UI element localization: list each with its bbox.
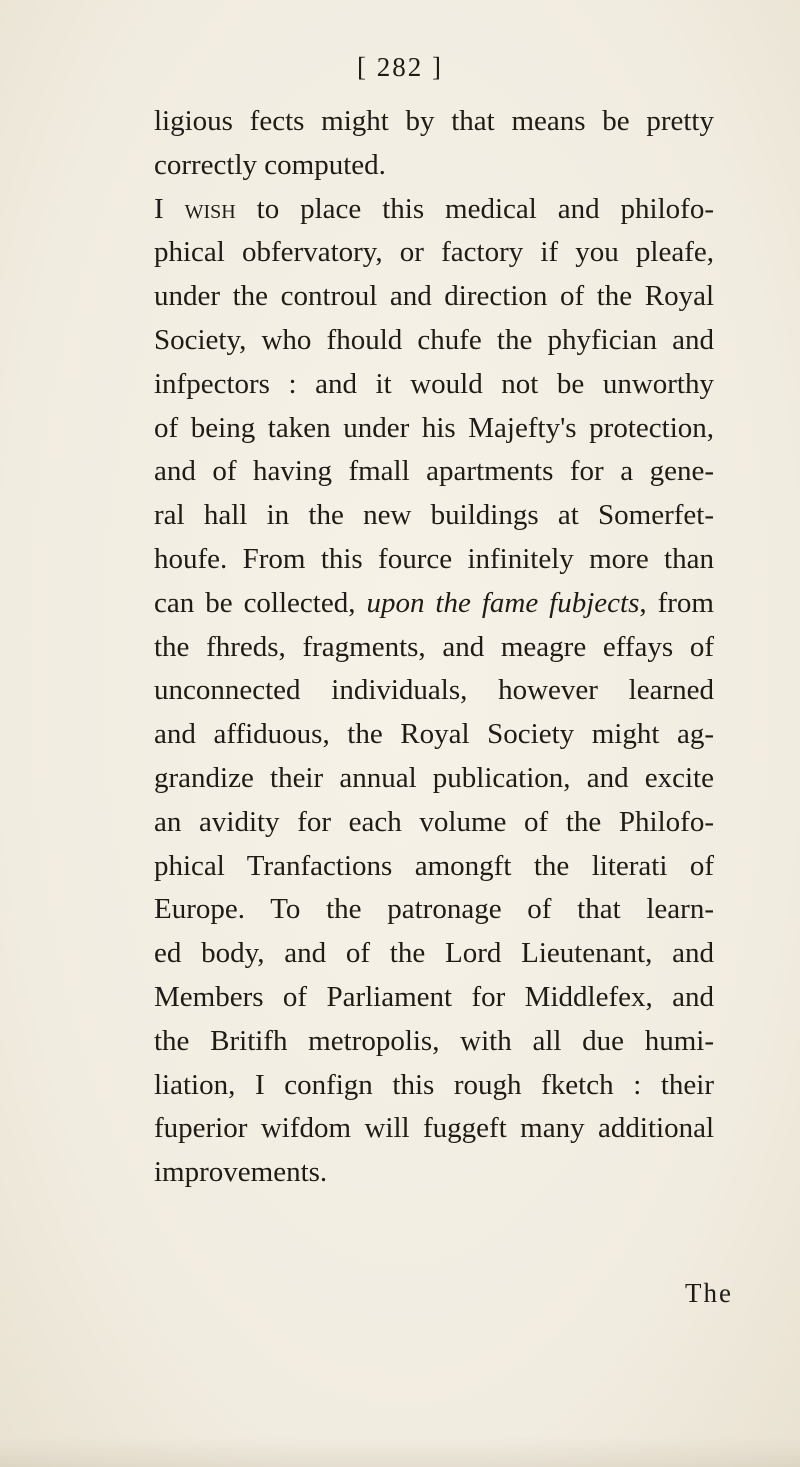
text-line: the fhreds, fragments, and meagre effays of: [154, 630, 714, 663]
catchword: The: [685, 1278, 733, 1308]
text-line: the Britifh metropolis, with all due humi-: [154, 1024, 714, 1057]
text-line: Members of Parliament for Middlefex, and: [154, 980, 714, 1013]
body-text: [154, 100, 714, 1195]
text-line: ed body, and of the Lord Lieutenant, and: [154, 937, 714, 970]
text-line: grandize their annual publication, and excite: [154, 761, 714, 794]
text-line: ral hall in the new buildings at Somerfet-: [154, 499, 714, 532]
text-line: infpectors : and it would not be unworthy: [154, 367, 714, 400]
text-line: Europe. To the patronage of that learn-: [154, 893, 714, 926]
text-line: can be collected, upon the fame fubjects, from: [154, 586, 714, 619]
page-number-header: [ 282 ]: [357, 52, 443, 82]
text-line: houfe. From this fource infinitely more than: [154, 542, 714, 575]
text-line: and of having fmall apartments for a gene-: [154, 455, 714, 488]
text-line: phical Tranfactions amongft the literati of: [154, 849, 714, 882]
text-line: improvements.: [154, 1156, 328, 1189]
text-line: of being taken under his Majefty's protection,: [154, 411, 714, 444]
text-line: Society, who fhould chufe the phyfician and: [154, 323, 714, 356]
text-line: I wish to place this medical and philofo-: [154, 192, 714, 225]
text-line: an avidity for each volume of the Philofo-: [154, 805, 714, 838]
text-line: liation, I confign this rough fketch : their: [154, 1068, 714, 1101]
text-line: under the controul and direction of the Royal: [154, 280, 714, 313]
page-edge-shadow: [0, 1437, 800, 1467]
text-line: and affiduous, the Royal Society might ag-: [154, 718, 714, 751]
text-line: fuperior wifdom will fuggeft many additional: [154, 1112, 714, 1145]
text-line: correctly computed.: [154, 148, 386, 181]
text-line: ligious fects might by that means be pretty: [154, 105, 714, 137]
text-line: phical obfervatory, or factory if you pleafe,: [154, 236, 714, 269]
text-line: unconnected individuals, however learned: [154, 674, 714, 707]
